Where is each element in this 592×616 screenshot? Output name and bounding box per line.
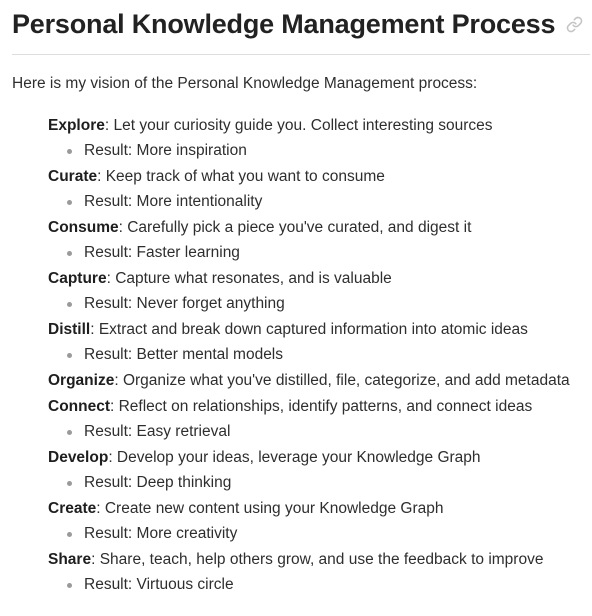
link-icon[interactable] [565,15,583,33]
step-item-connect [48,397,570,442]
step-description: : Develop your ideas, leverage your Knowledge Graph [108,449,481,466]
step-name: Develop [48,449,109,466]
step-description: : Let your curiosity guide you. Collect interesting sources [104,117,493,134]
bullet-icon [67,481,72,486]
step-name: Connect [48,398,110,415]
step-line [48,320,570,340]
step-description: : Extract and break down captured information into atomic ideas [90,321,528,338]
step-item-develop [48,448,570,493]
result-text: Result: Never forget anything [84,295,285,312]
result-list [48,243,570,263]
step-description: : Keep track of what you want to consume [97,168,385,185]
step-item-share [48,550,570,595]
title-divider [12,54,590,55]
step-line [48,269,570,289]
step-item-consume [48,218,570,263]
result-text: Result: Virtuous circle [84,576,234,593]
step-item-explore [48,116,570,161]
result-list [48,141,570,161]
result-text: Result: Faster learning [84,244,240,261]
result-item [48,294,570,314]
step-item-distill [48,320,570,365]
bullet-icon [67,200,72,205]
result-text: Result: Better mental models [84,346,284,363]
intro-paragraph: Here is my vision of the Personal Knowledge Management process: [12,75,478,92]
step-line [48,397,570,417]
title-row [12,6,583,42]
result-item [48,422,570,442]
result-list [48,294,570,314]
result-item [48,243,570,263]
result-item [48,141,570,161]
bullet-icon [67,149,72,154]
result-text: Result: Deep thinking [84,474,232,491]
result-text: Result: More inspiration [84,142,247,159]
step-line [48,499,570,519]
page-title: Personal Knowledge Management Process [12,9,556,39]
process-steps-list [48,116,570,601]
result-list [48,575,570,595]
step-line [48,116,570,136]
step-description: : Carefully pick a piece you've curated, and digest it [118,219,472,236]
step-name: Consume [48,219,119,236]
step-description: : Create new content using your Knowledge Graph [96,500,444,517]
step-line [48,550,570,570]
step-description: : Share, teach, help others grow, and use the feedback to improve [91,551,544,568]
result-item [48,192,570,212]
result-list [48,473,570,493]
result-item [48,345,570,365]
step-description: : Capture what resonates, and is valuable [106,270,392,287]
result-text: Result: More creativity [84,525,238,542]
step-name: Curate [48,168,98,185]
result-text: Result: Easy retrieval [84,423,231,440]
step-item-organize [48,371,570,391]
result-text: Result: More intentionality [84,193,263,210]
step-line [48,371,570,391]
result-item [48,575,570,595]
step-item-create [48,499,570,544]
result-item [48,524,570,544]
step-item-capture [48,269,570,314]
step-name: Capture [48,270,107,287]
result-list [48,422,570,442]
bullet-icon [67,430,72,435]
step-name: Share [48,551,92,568]
step-name: Create [48,500,97,517]
step-description: : Organize what you've distilled, file, categorize, and add metadata [114,372,570,389]
step-line [48,448,570,468]
result-list [48,192,570,212]
step-name: Explore [48,117,105,134]
bullet-icon [67,353,72,358]
step-line [48,167,570,187]
step-name: Distill [48,321,91,338]
bullet-icon [67,251,72,256]
result-item [48,473,570,493]
step-description: : Reflect on relationships, identify patterns, and connect ideas [110,398,533,415]
bullet-icon [67,302,72,307]
step-item-curate [48,167,570,212]
result-list [48,345,570,365]
step-name: Organize [48,372,115,389]
bullet-icon [67,583,72,588]
step-line [48,218,570,238]
bullet-icon [67,532,72,537]
result-list [48,524,570,544]
